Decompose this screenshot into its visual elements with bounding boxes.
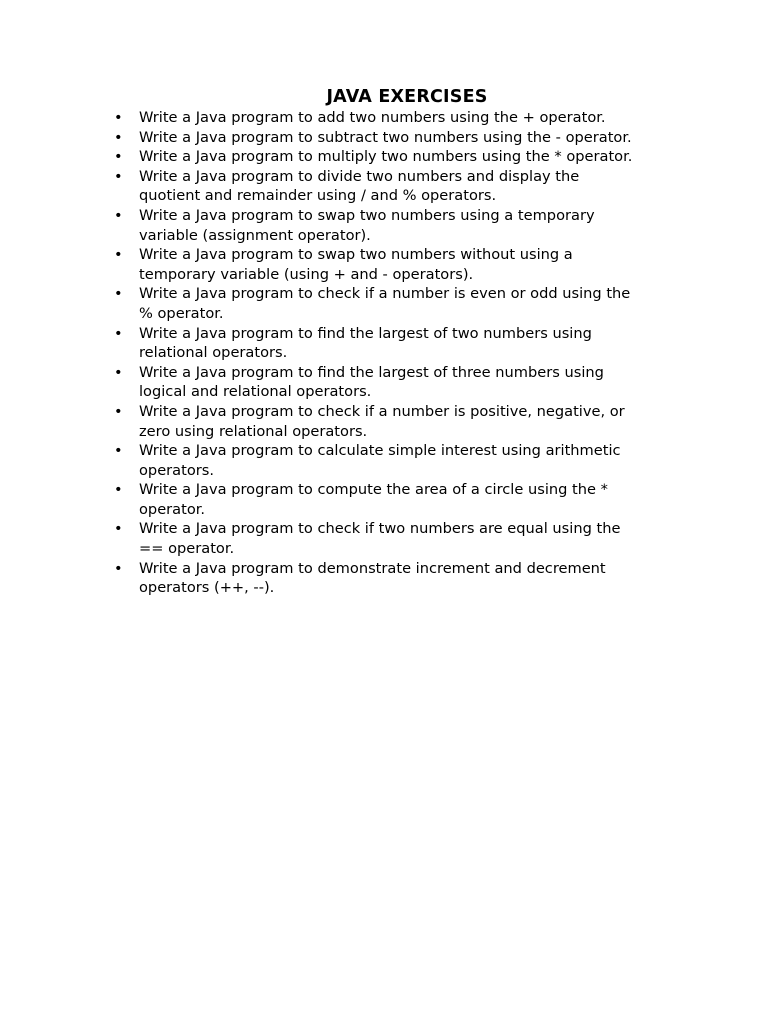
bullet-icon: •	[114, 148, 123, 166]
exercise-text: Write a Java program to multiply two numbers using the * operator.	[139, 148, 633, 166]
list-item	[114, 206, 679, 245]
list-item	[114, 108, 679, 128]
exercise-text: Write a Java program to check if two numbers are equal using the == operator.	[139, 520, 621, 558]
list-item	[114, 559, 679, 598]
exercise-text: Write a Java program to demonstrate increment and decrement operators (++, --).	[139, 559, 606, 597]
bullet-icon: •	[114, 285, 123, 303]
exercise-text: Write a Java program to find the largest of two numbers using relational operators.	[139, 324, 592, 362]
exercise-text: Write a Java program to subtract two numbers using the - operator.	[139, 128, 632, 146]
bullet-icon: •	[114, 442, 123, 460]
list-item	[114, 363, 679, 402]
bullet-icon: •	[114, 520, 123, 538]
list-item	[114, 480, 679, 519]
bullet-icon: •	[114, 324, 123, 342]
exercise-text: Write a Java program to check if a number is even or odd using the % operator.	[139, 285, 631, 322]
bullet-icon: •	[114, 402, 123, 420]
list-item	[114, 128, 679, 148]
exercise-text: Write a Java program to calculate simple interest using arithmetic operators.	[139, 442, 621, 479]
list-item	[114, 167, 679, 206]
exercise-text: Write a Java program to swap two numbers using a temporary variable (assignment operator).	[139, 206, 595, 244]
exercise-text: Write a Java program to compute the area of a circle using the * operator.	[139, 481, 608, 518]
bullet-icon: •	[114, 206, 123, 224]
exercise-text: Write a Java program to check if a number is positive, negative, or zero using relational operators.	[139, 402, 625, 440]
bullet-icon: •	[114, 481, 123, 499]
list-item	[114, 402, 679, 441]
exercise-text: Write a Java program to find the largest of three numbers using logical and relational operators.	[139, 363, 604, 401]
exercise-text: Write a Java program to swap two numbers without using a temporary variable (using + and - operators).	[139, 246, 573, 283]
bullet-icon: •	[114, 363, 123, 381]
exercise-text: Write a Java program to add two numbers using the + operator.	[139, 109, 606, 126]
list-item	[114, 519, 679, 558]
bullet-icon: •	[114, 167, 123, 185]
bullet-icon: •	[114, 246, 123, 264]
bullet-icon: •	[114, 109, 123, 126]
list-item	[114, 284, 679, 323]
bullet-icon: •	[114, 128, 123, 146]
exercise-list	[114, 108, 679, 598]
list-item	[114, 441, 679, 480]
list-item	[114, 245, 679, 284]
list-item	[114, 324, 679, 363]
exercise-text: Write a Java program to divide two numbers and display the quotient and remainder using / and % operators.	[139, 167, 580, 205]
list-item	[114, 147, 679, 167]
bullet-icon: •	[114, 559, 123, 577]
document-title: JAVA EXERCISES	[326, 87, 488, 107]
